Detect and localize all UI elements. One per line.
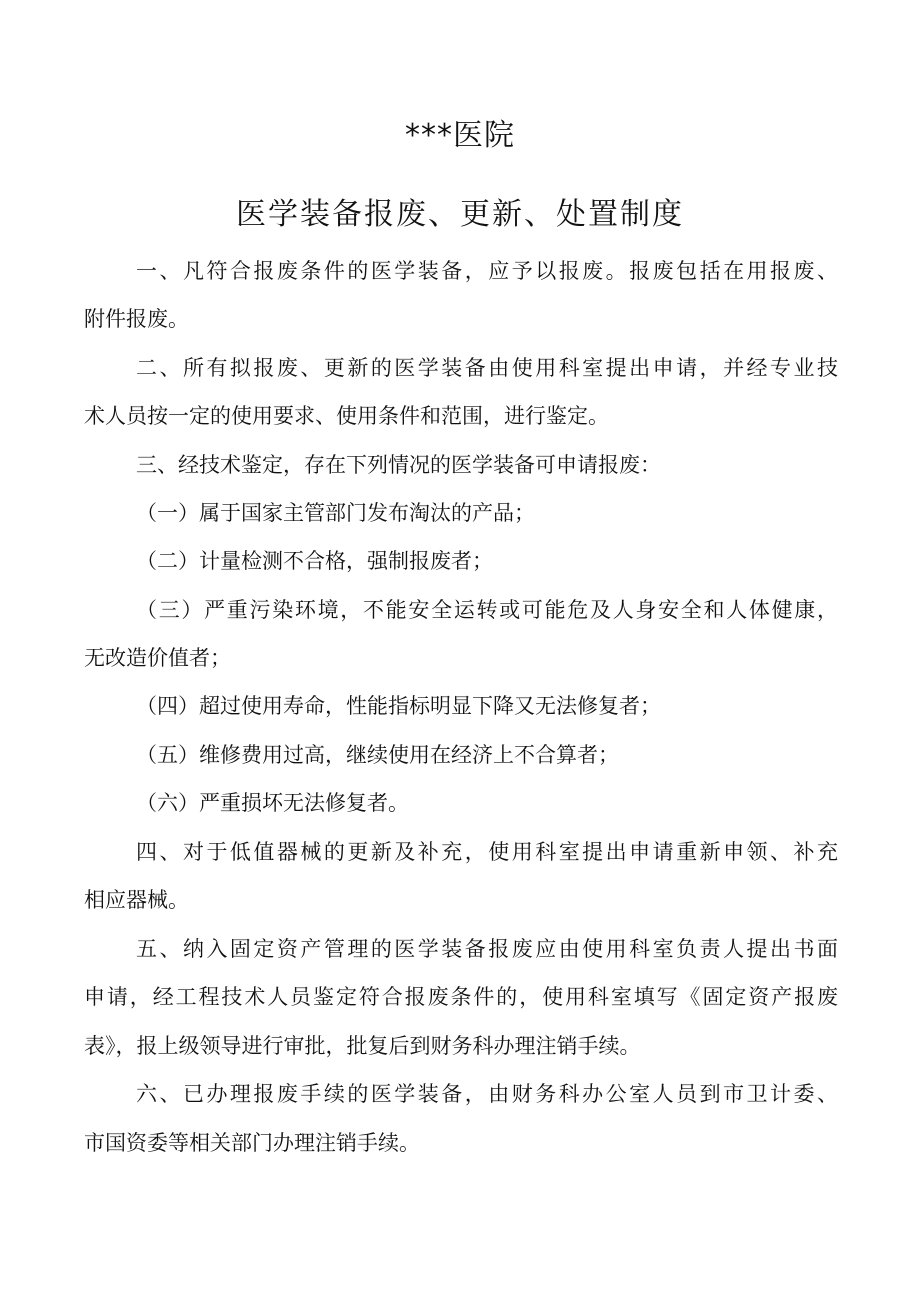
section-5-line-2: 申请，经工程技术人员鉴定符合报废条件的，使用科室填写《固定资产报废 xyxy=(84,985,838,1009)
condition-5: （五）维修费用过高，继续使用在经济上不合算者； xyxy=(136,743,619,767)
section-6-line-1: 六、已办理报废手续的医学装备，由财务科办公室人员到市卫计委、 xyxy=(136,1082,838,1106)
condition-4: （四）超过使用寿命，性能指标明显下降又无法修复者； xyxy=(136,694,661,718)
section-1-line-2: 附件报废。 xyxy=(84,307,189,331)
section-2-line-2: 术人员按一定的使用要求、使用条件和范围，进行鉴定。 xyxy=(84,404,609,428)
hospital-title: ***医院 xyxy=(405,118,515,153)
condition-3-line-1: （三）严重污染环境，不能安全运转或可能危及人身安全和人体健康， xyxy=(136,598,838,622)
section-5-line-1: 五、纳入固定资产管理的医学装备报废应由使用科室负责人提出书面 xyxy=(136,937,838,961)
condition-6: （六）严重损坏无法修复者。 xyxy=(136,791,409,815)
section-3-line-1: 三、经技术鉴定，存在下列情况的医学装备可申请报废： xyxy=(136,453,661,477)
section-4-line-1: 四、对于低值器械的更新及补充，使用科室提出申请重新申领、补充 xyxy=(136,840,838,864)
condition-2: （二）计量检测不合格，强制报废者； xyxy=(136,549,493,573)
condition-3-line-2: 无改造价值者； xyxy=(84,646,231,670)
condition-1: （一）属于国家主管部门发布淘汰的产品； xyxy=(136,501,535,525)
policy-title: 医学装备报废、更新、处置制度 xyxy=(236,197,684,232)
section-1-line-1: 一、凡符合报废条件的医学装备，应予以报废。报废包括在用报废、 xyxy=(136,259,838,283)
section-2-line-1: 二、所有拟报废、更新的医学装备由使用科室提出申请，并经专业技 xyxy=(136,356,838,380)
section-5-line-3: 表》，报上级领导进行审批，批复后到财务科办理注销手续。 xyxy=(84,1034,641,1058)
section-6-line-2: 市国资委等相关部门办理注销手续。 xyxy=(84,1131,420,1155)
section-4-line-2: 相应器械。 xyxy=(84,888,189,912)
